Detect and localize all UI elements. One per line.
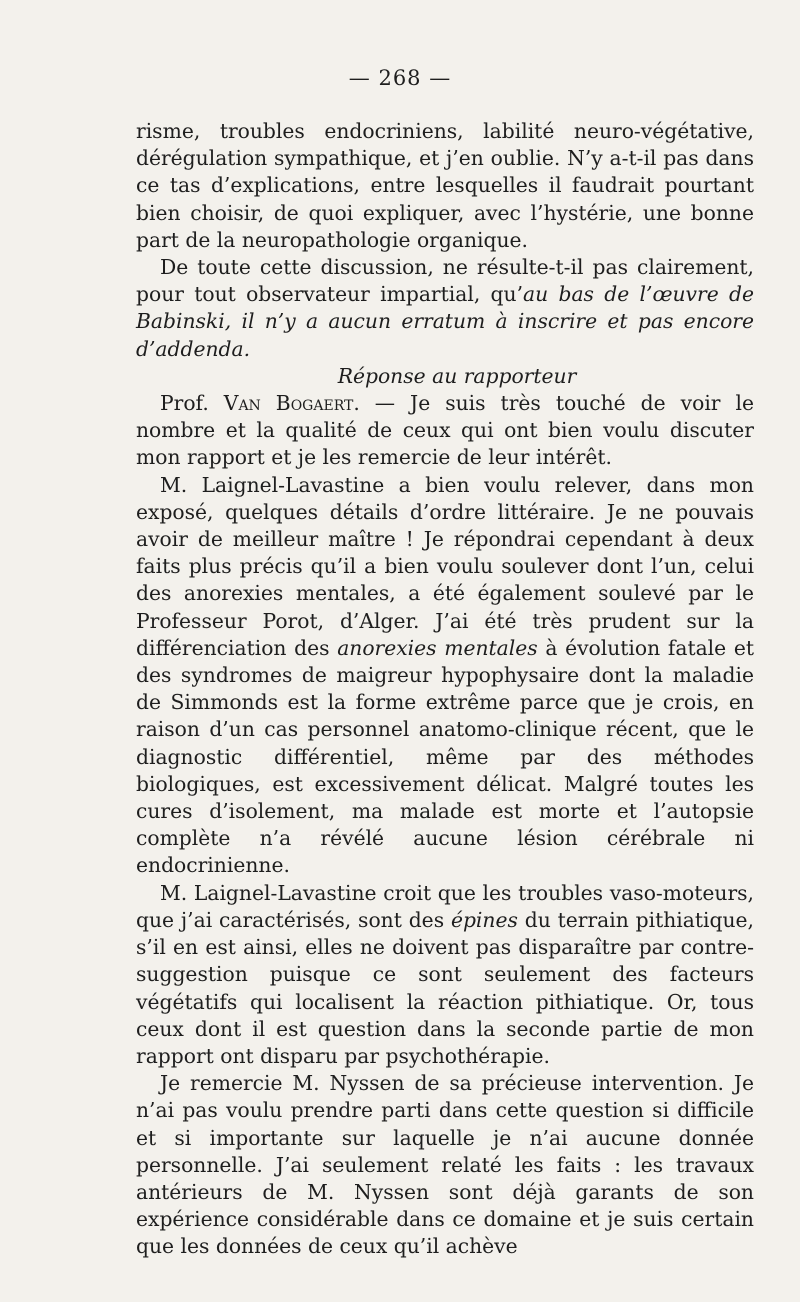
paragraph-reply-intro — [136, 390, 754, 472]
paragraph-text: — Je suis très touché de voir le nombre et la qualité de ceux qui ont bien voulu discuter mon rapport et je les remercie de leur intérêt. — [136, 391, 754, 470]
paragraph-conclusion — [136, 254, 754, 363]
paragraph-text: du terrain pithiatique, s’il en est ainsi, elles ne doivent pas disparaître par contre-suggestion puisque ce sont seulement des facteurs végétatifs qui localisent la réaction pithiatique. Or, tous ceux dont il est question dans la seconde partie de mon rapport ont disparu par psychothérapie. — [136, 907, 754, 1068]
body-text — [136, 118, 754, 1261]
italic-term: épines — [450, 907, 518, 932]
title-prefix: Prof. — [160, 391, 209, 416]
speaker-name: Van Bogaert. — [223, 391, 360, 416]
paragraph-text: M. Laignel-Lavastine a bien voulu relever, dans mon exposé, quelques détails d’ordre littéraire. Je ne pouvais avoir de meilleur maître ! Je répondrai cependant à deux faits plus précis qu’il a bien voulu soulever dont l’un, celui des anorexies mentales, a été également soulevé par le Professeur Porot, d’Alger. J’ai été très prudent sur la différenciation des — [136, 472, 754, 660]
paragraph-text: De toute cette discussion, ne résulte-t-il pas clairement, pour tout observateur impartial, qu’ — [136, 255, 754, 307]
paragraph-anorexia — [136, 472, 754, 880]
paragraph-text: à évolution fatale et des syndromes de maigreur hypophysaire dont la maladie de Simmonds est la forme extrême parce que je crois, en raison d’un cas personnel anatomo-clinique récent, que le diagnostic différentiel, même par des méthodes biologiques, est excessivement délicat. Malgré toutes les cures d’isolement, ma malade est morte et l’autopsie complète n’a révélé aucune lésion cérébrale ni endocrinienne. — [136, 635, 754, 878]
paragraph-nyssen: Je remercie M. Nyssen de sa précieuse intervention. Je n’ai pas voulu prendre parti dans cette question si difficile et si importante sur laquelle je n’ai aucune donnée personnelle. J’ai seulement relaté les faits : les travaux antérieurs de M. Nyssen sont déjà garants de son expérience considérable dans ce domaine et je suis certain que les données de ceux qu’il achève — [136, 1071, 754, 1259]
paragraph-vasomotor — [136, 880, 754, 1070]
paragraph-continuation: risme, troubles endocriniens, labilité neuro-végétative, dérégulation sympathique, et j’en oublie. N’y a-t-il pas dans ce tas d’explications, entre lesquelles il faudrait pourtant bien choisir, de quoi expliquer, avec l’hystérie, une bonne part de la neuropathologie organique. — [136, 119, 754, 252]
italic-term: anorexies mentales — [337, 635, 538, 660]
section-heading: Réponse au rapporteur — [337, 363, 577, 388]
italic-quote: au bas de l’œuvre de Babinski, il n’y a aucun erratum à inscrire et pas encore d’addenda. — [136, 282, 754, 361]
paragraph-text: M. Laignel-Lavastine croit que les troubles vaso-moteurs, que j’ai caractérisés, sont des — [136, 880, 754, 932]
page-number: — 268 — — [348, 66, 452, 90]
